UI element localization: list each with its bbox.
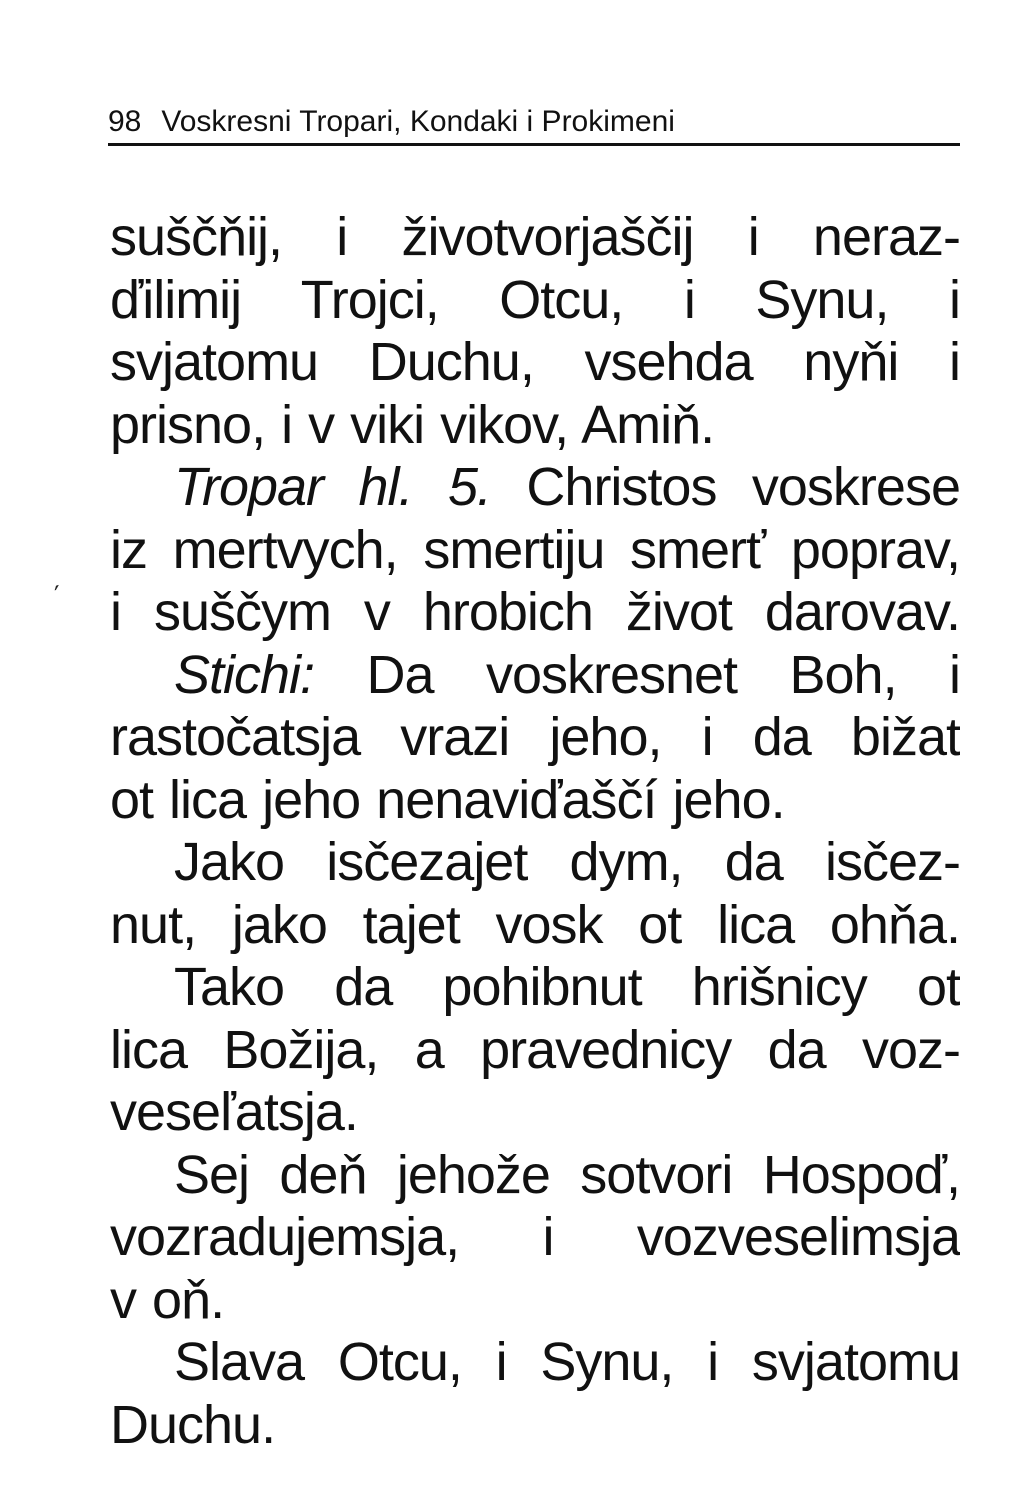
text-line: ot lica jeho nenaviďaščí jeho. (110, 769, 785, 830)
text-line (110, 644, 960, 707)
text-line: iz mertvych, smertiju smerť poprav, (110, 519, 960, 580)
text-line: Tako da pohibnut hrišnicy ot (174, 957, 960, 1017)
page-number: 98 (108, 105, 142, 138)
running-title: Voskresni Tropari, Kondaki i Prokimeni (161, 105, 675, 138)
text-line: suščňij, i životvorjaščij i neraz- (110, 207, 960, 267)
text-line: v oň. (110, 1269, 225, 1330)
text-line: vozradujemsja, i vozveselimsja (110, 1207, 960, 1267)
running-header (108, 88, 960, 146)
text-line: Jako isčezajet dym, da isčez- (174, 832, 960, 892)
text-line-content: Da voskresnet Boh, i (314, 644, 960, 705)
text-line: lica Božija, a pravednicy da voz- (110, 1019, 960, 1080)
text-line: svjatomu Duchu, vsehda nyňi i (110, 332, 960, 392)
text-line: veseľatsja. (110, 1082, 358, 1142)
text-line: nut, jako tajet vosk ot lica ohňa. (110, 894, 960, 955)
text-line: ďilimij Trojci, Otcu, i Synu, i (110, 269, 960, 330)
text-line: rastočatsja vrazi jeho, i da bižat (110, 707, 960, 767)
text-line: i suščym v hrobich život darovav. (110, 582, 960, 642)
stray-mark: ´ (50, 579, 70, 611)
text-line: Duchu. (110, 1394, 276, 1455)
text-line: Sej deň jehože sotvori Hospoď, (174, 1144, 960, 1205)
text-line: Slava Otcu, i Synu, i svjatomu (174, 1332, 960, 1392)
text-line: prisno, i v viki vikov, Amiň. (110, 394, 715, 455)
stichi-label: Stichi: (174, 644, 315, 705)
text-line-content: Christos voskrese (490, 457, 960, 517)
text-line (110, 456, 960, 519)
tropar-label: Tropar hl. 5. (174, 457, 491, 517)
body-text (110, 206, 960, 1456)
